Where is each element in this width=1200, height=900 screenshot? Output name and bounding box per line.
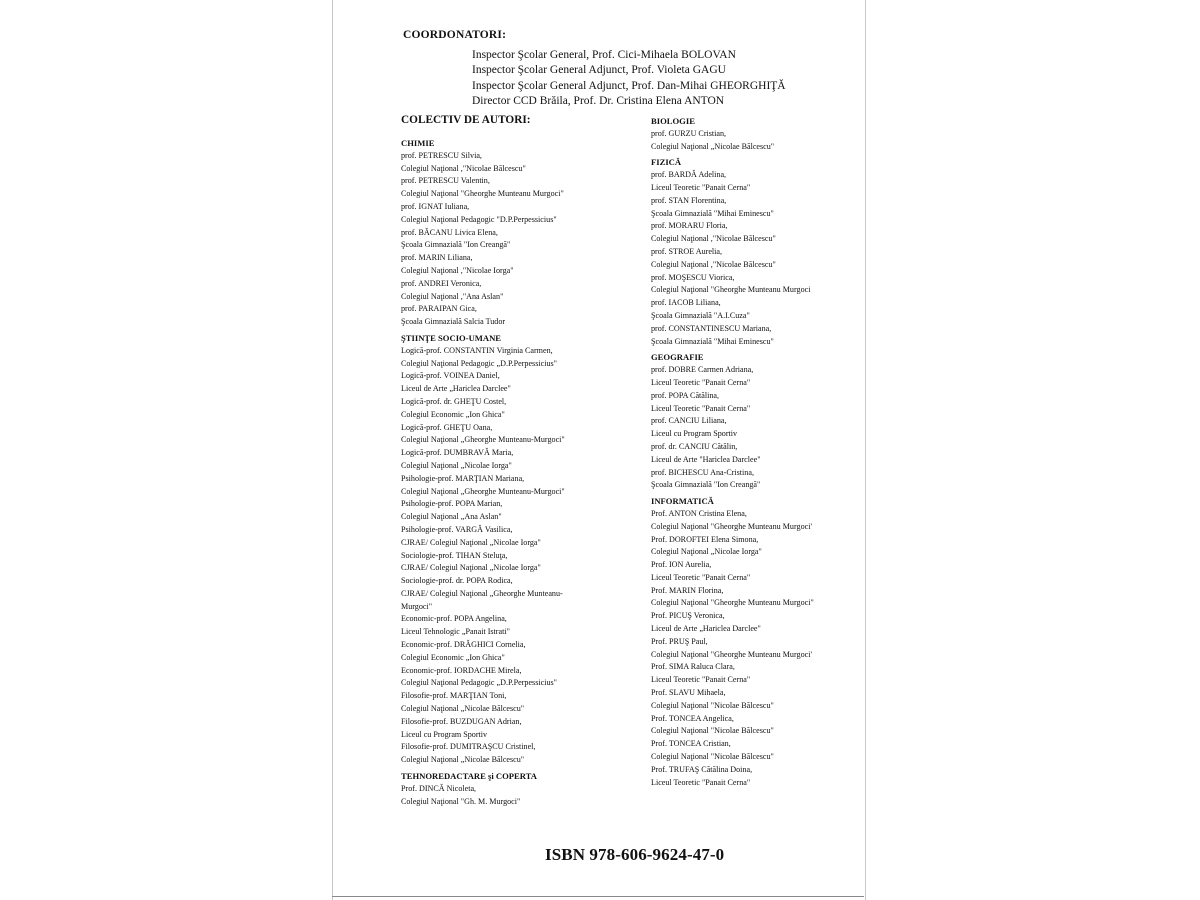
author-line: Colegiul Naţional ,"Nicolae Bălcescu" (651, 234, 776, 244)
author-line: Colegiul Naţional ,"Nicolae Iorga" (401, 265, 514, 275)
author-line: Psihologie-prof. POPA Marian, (401, 499, 503, 509)
author-line: Prof. PICUŞ Veronica, (651, 611, 725, 621)
author-line: prof. BARDĂ Adelina, (651, 170, 727, 180)
author-line: Logică-prof. CONSTANTIN Virginia Carmen, (401, 345, 553, 355)
author-line: prof. GURZU Cristian, (651, 128, 727, 138)
author-line: Colegiul Economic „Ion Ghica" (401, 652, 505, 662)
author-section (651, 115, 866, 153)
author-line: Şcoala Gimnazială "Ion Creangă" (401, 240, 511, 250)
author-line: prof. POPA Cătălina, (651, 390, 720, 400)
author-section (401, 770, 626, 808)
author-line: prof. CANCIU Liliana, (651, 416, 727, 426)
author-line: Colegiul Naţional „Nicolae Iorga" (651, 547, 762, 557)
author-line: Prof. ION Aurelia, (651, 560, 712, 570)
author-line: Prof. ANTON Cristina Elena, (651, 508, 747, 518)
author-line: Colegiul Naţional Pedagogic „D.P.Perpessicius" (401, 358, 557, 368)
author-line: Sociologie-prof. dr. POPA Rodica, (401, 576, 513, 586)
author-line: prof. dr. CANCIU Cătălin, (651, 441, 738, 451)
author-line: Colegiul Naţional "Gheorghe Munteanu Murgoci (651, 285, 811, 295)
author-line: Filosofie-prof. DUMITRAŞCU Cristinel, (401, 742, 536, 752)
author-line: Liceul Teoretic "Panait Cerna" (651, 675, 751, 685)
author-line: prof. STROE Aurelia, (651, 246, 723, 256)
authors-right-column (651, 114, 866, 792)
author-line: Colegiul Naţional ,"Nicolae Bălcescu" (401, 163, 526, 173)
author-line: Prof. MARIN Florina, (651, 585, 724, 595)
author-line: Colegiul Naţional „Ana Aslan" (401, 512, 502, 522)
coordonatori-list (472, 48, 786, 109)
author-line: prof. BĂCANU Livica Elena, (401, 227, 498, 237)
coordonator-line: Inspector Şcolar General, Prof. Cici-Mihaela BOLOVAN (472, 49, 736, 61)
author-line: Logică-prof. GHEŢU Oana, (401, 422, 493, 432)
author-line: Sociologie-prof. TIHAN Steluţa, (401, 550, 508, 560)
section-title: FIZICĂ (651, 157, 682, 168)
author-line: prof. IACOB Liliana, (651, 298, 721, 308)
author-line: prof. STAN Florentina, (651, 195, 727, 205)
author-line: Colegiul Naţional "Nicolae Bălcescu" (651, 700, 774, 710)
isbn-number: ISBN 978-606-9624-47-0 (545, 845, 725, 864)
section-title: TEHNOREDACTARE şi COPERTA (401, 771, 537, 782)
author-line: Colegiul Naţional "Nicolae Bălcescu" (651, 752, 774, 762)
author-line: Şcoala Gimnazială "Ion Creangă" (651, 480, 761, 490)
author-line: Murgoci" (401, 601, 433, 611)
author-line: Colegiul Naţional "Gheorghe Munteanu Murgoci' (651, 649, 812, 659)
author-line: Şcoala Gimnazială "Mihai Eminescu" (651, 208, 774, 218)
author-line: Liceul de Arte „Hariclea Darclee" (651, 624, 761, 634)
author-line: Prof. TONCEA Cristian, (651, 739, 731, 749)
author-line: Şcoala Gimnazială "Mihai Eminescu" (651, 336, 774, 346)
author-line: prof. CONSTANTINESCU Mariana, (651, 323, 772, 333)
author-line: Liceul Teoretic "Panait Cerna" (651, 572, 751, 582)
author-line: Colegiul Naţional "Nicolae Bălcescu" (651, 726, 774, 736)
author-section (651, 495, 866, 789)
author-line: Colegiul Naţional „Nicolae Bălcescu" (401, 704, 525, 714)
author-line: Colegiul Naţional "Gheorghe Munteanu Murgoci" (401, 189, 564, 199)
section-title: BIOLOGIE (651, 116, 695, 126)
author-line: prof. DOBRE Carmen Adriana, (651, 365, 754, 375)
author-line: Filosofie-prof. BUZDUGAN Adrian, (401, 716, 522, 726)
author-line: Prof. PRUŞ Paul, (651, 636, 708, 646)
author-line: Logică-prof. dr. GHEŢU Costel, (401, 396, 507, 406)
author-line: Liceul de Arte "Hariclea Darclee" (651, 454, 761, 464)
author-line: Liceul Tehnologic „Panait Istrati" (401, 627, 510, 637)
author-line: CJRAE/ Colegiul Naţional „Nicolae Iorga" (401, 563, 541, 573)
author-section (651, 156, 866, 348)
author-line: prof. IGNAT Iuliana, (401, 201, 470, 211)
author-line: Colegiul Naţional ,"Ana Aslan" (401, 291, 504, 301)
section-title: INFORMATICĂ (651, 496, 714, 507)
author-line: prof. BICHESCU Ana-Cristina, (651, 467, 754, 477)
author-line: Liceul de Arte „Hariclea Darclee" (401, 384, 511, 394)
author-line: Prof. DOROFTEI Elena Simona, (651, 534, 759, 544)
coordonator-line: Inspector Şcolar General Adjunct, Prof. Dan-Mihai GHEORGHIŢĂ (472, 79, 786, 92)
author-line: Colegiul Naţional „Nicolae Iorga" (401, 460, 512, 470)
author-line: Prof. DINCĂ Nicoleta, (401, 783, 477, 793)
author-line: Colegiul Naţional „Gheorghe Munteanu-Murgoci" (401, 486, 565, 496)
section-title: ŞTIINŢE SOCIO-UMANE (401, 332, 502, 343)
author-line: Economic-prof. POPA Angelina, (401, 614, 507, 624)
author-line: Şcoala Gimnazială "A.I.Cuza" (651, 310, 750, 320)
author-line: Logică-prof. VOINEA Daniel, (401, 371, 500, 381)
section-title: GEOGRAFIE (651, 352, 704, 363)
page-bottom-rule (332, 896, 864, 897)
author-line: Prof. TRUFAŞ Cătălina Doina, (651, 764, 753, 774)
author-section (651, 351, 866, 492)
author-line: prof. MARIN Liliana, (401, 253, 473, 263)
author-line: Economic-prof. IORDACHE Mirela, (401, 665, 522, 675)
author-line: Economic-prof. DRĂGHICI Cornelia, (401, 640, 526, 650)
author-line: Colegiul Naţional „Gheorghe Munteanu-Murgoci" (401, 435, 565, 445)
author-section (401, 332, 626, 767)
author-line: Colegiul Naţional ,"Nicolae Bălcescu" (651, 259, 776, 269)
author-line: prof. PETRESCU Silvia, (401, 150, 482, 160)
author-line: Prof. SLAVU Mihaela, (651, 688, 726, 698)
colectiv-heading: COLECTIV DE AUTORI: (401, 114, 531, 126)
author-line: Liceul cu Program Sportiv (651, 429, 738, 439)
author-line: Filosofie-prof. MARŢIAN Toni, (401, 691, 507, 701)
author-line: Liceul Teoretic "Panait Cerna" (651, 777, 751, 787)
coordonatori-heading: COORDONATORI: (403, 29, 507, 41)
coordonator-line: Director CCD Brăila, Prof. Dr. Cristina Elena ANTON (472, 94, 725, 107)
author-line: prof. MOŞESCU Viorica, (651, 272, 735, 282)
section-title: CHIMIE (401, 138, 435, 148)
author-line: Liceul Teoretic "Panait Cerna" (651, 377, 751, 387)
author-section (401, 137, 626, 329)
author-line: Colegiul Naţional Pedagogic „D.P.Perpessicius" (401, 678, 557, 688)
author-line: Şcoala Gimnazială Salcia Tudor (401, 317, 506, 327)
author-line: Liceul Teoretic "Panait Cerna" (651, 182, 751, 192)
author-line: Prof. TONCEA Angelica, (651, 713, 734, 723)
author-line: Colegiul Naţional "Gheorghe Munteanu Murgoci" (651, 598, 814, 608)
author-line: prof. PETRESCU Valentin, (401, 176, 490, 186)
author-line: Colegiul Economic „Ion Ghica" (401, 409, 505, 419)
author-line: prof. ANDREI Veronica, (401, 278, 482, 288)
author-line: Prof. SIMA Raluca Clara, (651, 662, 735, 672)
author-line: CJRAE/ Colegiul Naţional „Nicolae Iorga" (401, 537, 541, 547)
author-line: prof. MORARU Floria, (651, 221, 728, 231)
author-line: Colegiul Naţional "Gheorghe Munteanu Murgoci' (651, 521, 812, 531)
author-line: Liceul cu Program Sportiv (401, 729, 488, 739)
authors-left-column (401, 136, 626, 811)
author-line: CJRAE/ Colegiul Naţional „Gheorghe Munteanu- (401, 588, 563, 598)
author-line: Psihologie-prof. VARGĂ Vasilica, (401, 524, 513, 534)
author-line: prof. PARAIPAN Gica, (401, 304, 477, 314)
author-line: Liceul Teoretic "Panait Cerna" (651, 403, 751, 413)
coordonator-line: Inspector Şcolar General Adjunct, Prof. Violeta GAGU (472, 64, 726, 77)
author-line: Logică-prof. DUMBRAVĂ Maria, (401, 448, 514, 458)
author-line: Colegiul Naţional „Nicolae Bălcescu" (651, 141, 775, 151)
author-line: Psihologie-prof. MARŢIAN Mariana, (401, 473, 525, 483)
author-line: Colegiul Naţional Pedagogic "D.P.Perpessicius" (401, 214, 557, 224)
author-line: Colegiul Naţional "Gh. M. Murgoci" (401, 796, 521, 806)
author-line: Colegiul Naţional „Nicolae Bălcescu" (401, 755, 525, 765)
